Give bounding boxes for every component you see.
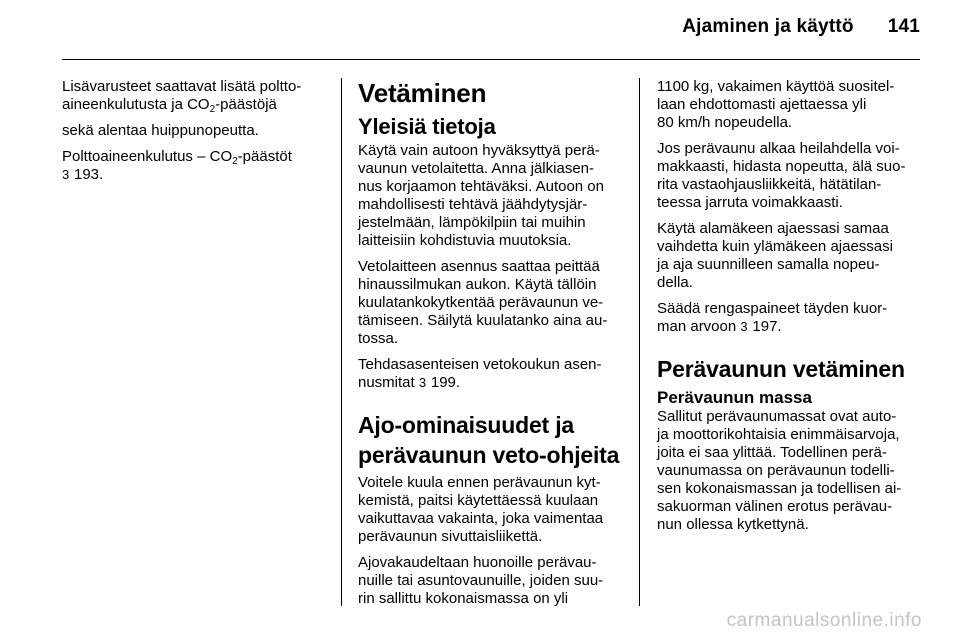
page-title: Ajaminen ja käyttö: [682, 16, 854, 37]
paragraph-stabiliser: Ajovakaudeltaan huonoille perävau- nuille tai asuntovaunuille, joiden suu- rin sallittu kokonaismassa on yli: [358, 554, 604, 607]
column-divider-1: [341, 78, 342, 606]
page-header: [682, 16, 920, 38]
page-reference-icon: 3: [740, 319, 748, 334]
page-reference-icon: 3: [62, 167, 70, 182]
paragraph-towing-eye: Vetolaitteen asennus saattaa peittää hinaussilmukan aukon. Käytä tällöin kuulatankokytkentää perävaunun ve- tämiseen. Säilytä kuulatanko aina au- tossa.: [358, 258, 608, 347]
subheading-trailer-mass: Perävaunun massa: [657, 388, 812, 407]
column-2: [358, 78, 622, 616]
paragraph-fuel-consumption-ref: Polttoaineenkulutus – $CO_2$-päästöt 3 193.: [62, 148, 292, 183]
paragraph-trailer-mass: Sallitut perävaunumassat ovat auto- ja moottorikohtaisia enimmäisarvoja, joita ei saa ylittää. Todellinen perä- vaunumassa on perävaunun todelli- sen kokonaismassan ja todellisen ai- sakuorman välinen erotus perävau- nun ollessa kytkettynä.: [657, 408, 902, 533]
section-heading-trailer-towing: Perävaunun vetäminen: [657, 356, 905, 382]
paragraph-trailer-sway: Jos perävaunu alkaa heilahdella voi- makkaasti, hidasta nopeutta, älä suo- rita vastaohjausliikkeitä, hätätilan- teessa jarruta voimakkaasti.: [657, 140, 906, 211]
page-reference-link[interactable]: 199.: [430, 374, 461, 391]
header-rule: [62, 59, 920, 60]
paragraph-lubricate-ball: Voitele kuula ennen perävaunun kyt- kemistä, paitsi käytettäessä kuulaan vaikuttavaa vakainta, joka vaimentaa perävaunun sivuttaisliikettä.: [358, 474, 604, 545]
paragraph-tyre-pressure-ref: Säädä rengaspaineet täyden kuor- man arvoon 3 197.: [657, 300, 888, 335]
section-heading-towing: Vetäminen: [358, 78, 487, 108]
paragraph-top-speed: sekä alentaa huippunopeutta.: [62, 122, 259, 139]
page-reference-link[interactable]: 193.: [74, 166, 104, 183]
column-divider-2: [639, 78, 640, 606]
watermark: carmanualsonline.info: [726, 610, 922, 631]
page-reference-link[interactable]: 197.: [752, 318, 782, 335]
subheading-driving-characteristics: Ajo-ominaisuudet ja perävaunun veto-ohjeita: [358, 412, 620, 468]
subheading-general-info: Yleisiä tietoja: [358, 114, 496, 139]
paragraph-factory-towbar-ref: Tehdasasenteisen vetokoukun asen- nusmitat 3 199.: [358, 356, 602, 391]
paragraph-downhill-gear: Käytä alamäkeen ajaessasi samaa vaihdetta kuin ylämäkeen ajaessasi ja aja suunnilleen samalla nopeu- della.: [657, 220, 893, 291]
column-1: [62, 78, 326, 192]
page-reference-icon: 3: [418, 375, 427, 390]
paragraph-accessories: Lisävarusteet saattavat lisätä poltto- aineenkulutusta ja $CO_2$-päästöjä: [62, 78, 302, 115]
paragraph-towbar: Käytä vain autoon hyväksyttyä perä- vaunun vetolaitetta. Anna jälkiasen- nus korjaamon tehtäväksi. Autoon on mahdollisesti tehtävä jäähdytysjär- jestelmään, lämpökilpiin tai muihin laitteisiin kohdistuvia muutoksia.: [358, 142, 604, 249]
page-number: 141: [887, 16, 920, 37]
paragraph-stabiliser-cont: 1100 kg, vakaimen käyttöä suositel- laan ehdottomasti ajettaessa yli 80 km/h nopeudella.: [657, 78, 895, 131]
column-3: [657, 78, 925, 542]
